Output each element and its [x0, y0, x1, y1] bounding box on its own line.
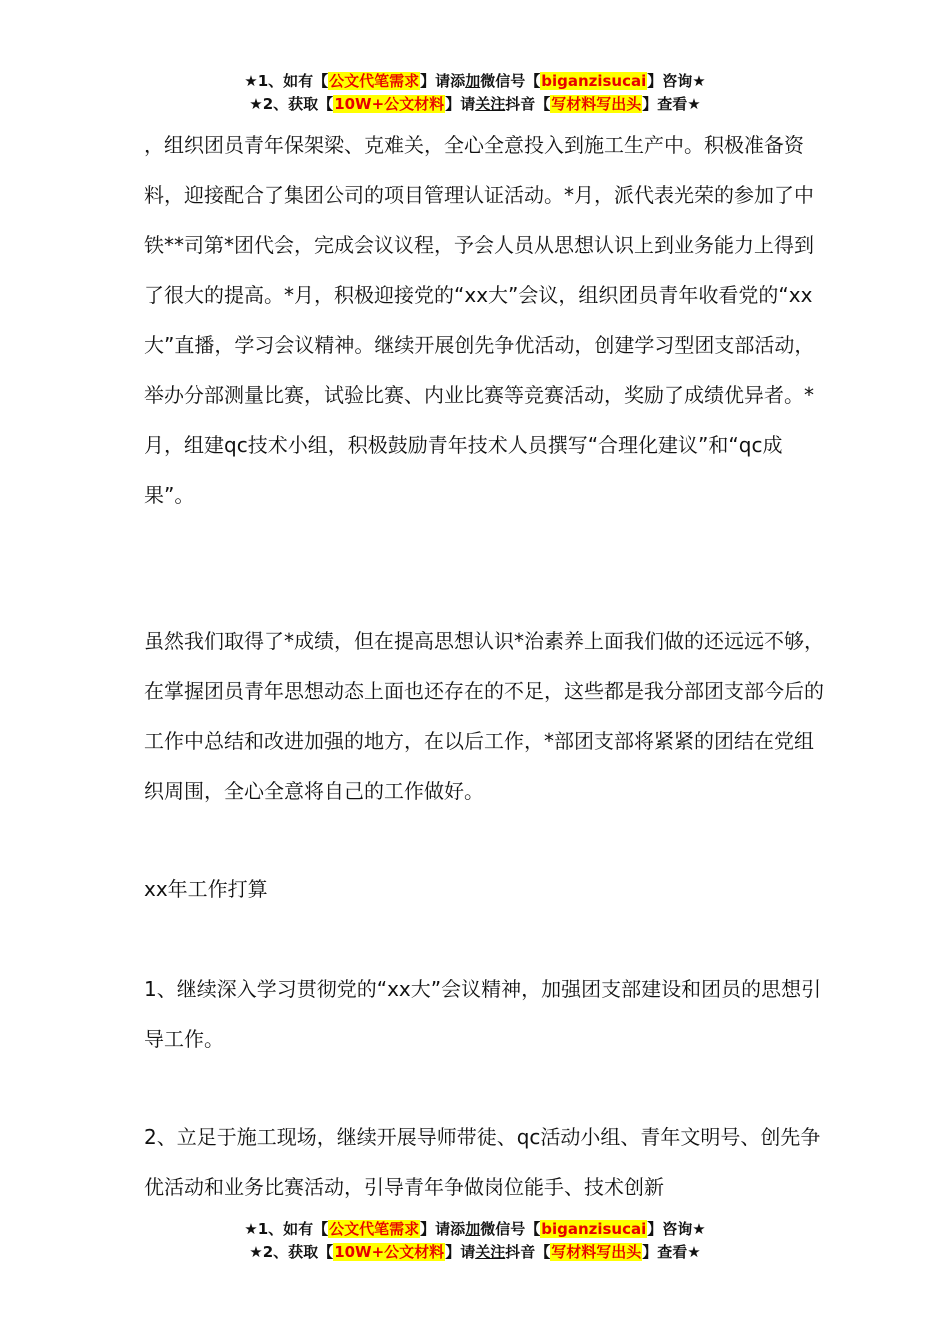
underlined-text: 加 — [465, 1220, 481, 1238]
banner-text: ★2、获取【 — [249, 1243, 334, 1261]
highlight-text: 公文代笔需求 — [329, 1220, 420, 1238]
highlight-text: 写材料写出头 — [551, 1243, 642, 1261]
banner-text: 】请 — [445, 1243, 476, 1261]
highlight-text: 写材料写出头 — [551, 95, 642, 113]
section-heading: xx年工作打算 — [144, 877, 268, 901]
banner-text: 抖音【 — [505, 1243, 551, 1261]
list-item: 2、立足于施工现场，继续开展导师带徒、qc活动小组、青年文明号、创先争优活动和业务比赛活动，引导青年争做岗位能手、技术创新 — [144, 1125, 821, 1199]
highlight-text: 公文代笔需求 — [329, 72, 420, 90]
highlight-text: biganzisucai — [541, 72, 647, 90]
banner-text: ★2、获取【 — [249, 95, 334, 113]
paragraph: ，组织团员青年保架梁、克难关，全心全意投入到施工生产中。积极准备资料，迎接配合了集团公司的项目管理认证活动。*月，派代表光荣的参加了中铁**司第*团代会，完成会议议程，予会人员从思想认识上到业务能力上得到了很大的提高。*月，积极迎接党的“xx大”会议，组织团员青年收看党的“xx大”直播，学习会议精神。继续开展创先争优活动，创建学习型团支部活动，举办分部测量比赛，试验比赛、内业比赛等竞赛活动，奖励了成绩优异者。*月，组建qc技术小组，积极鼓励青年技术人员撰写“合理化建议”和“qc成果”。 — [144, 133, 815, 507]
underlined-text: 关注 — [475, 1243, 506, 1261]
underlined-text: 关注 — [475, 95, 506, 113]
banner-text: 】请添 — [420, 1220, 466, 1238]
highlight-text: 10W+公文材料 — [334, 1243, 445, 1261]
underlined-text: 加 — [465, 72, 481, 90]
banner-text: 微信号【 — [480, 72, 541, 90]
banner-text: ★1、如有【 — [244, 1220, 329, 1238]
banner-text: 】查看★ — [642, 1243, 701, 1261]
banner-text: ★1、如有【 — [244, 72, 329, 90]
banner-text: 抖音【 — [505, 95, 551, 113]
paragraph: 虽然我们取得了*成绩，但在提高思想认识*治素养上面我们做的还远远不够，在掌握团员青年思想动态上面也还存在的不足，这些都是我分部团支部今后的工作中总结和改进加强的地方，在以后工作，*部团支部将紧紧的团结在党组织周围，全心全意将自己的工作做好。 — [144, 629, 824, 803]
banner-text: 】查看★ — [642, 95, 701, 113]
footer-banner — [0, 1218, 950, 1264]
banner-text: 】请添 — [420, 72, 466, 90]
list-item: 1、继续深入学习贯彻党的“xx大”会议精神，加强团支部建设和团员的思想引导工作。 — [144, 977, 822, 1051]
banner-text: 】请 — [445, 95, 476, 113]
highlight-text: biganzisucai — [541, 1220, 647, 1238]
highlight-text: 10W+公文材料 — [334, 95, 445, 113]
banner-text: 】咨询★ — [647, 1220, 706, 1238]
banner-text: 微信号【 — [480, 1220, 541, 1238]
header-banner — [0, 70, 950, 116]
banner-text: 】咨询★ — [647, 72, 706, 90]
banner-line-1 — [0, 70, 950, 93]
banner-line-2 — [0, 93, 950, 116]
banner-line-1 — [0, 1218, 950, 1241]
banner-line-2 — [0, 1241, 950, 1264]
